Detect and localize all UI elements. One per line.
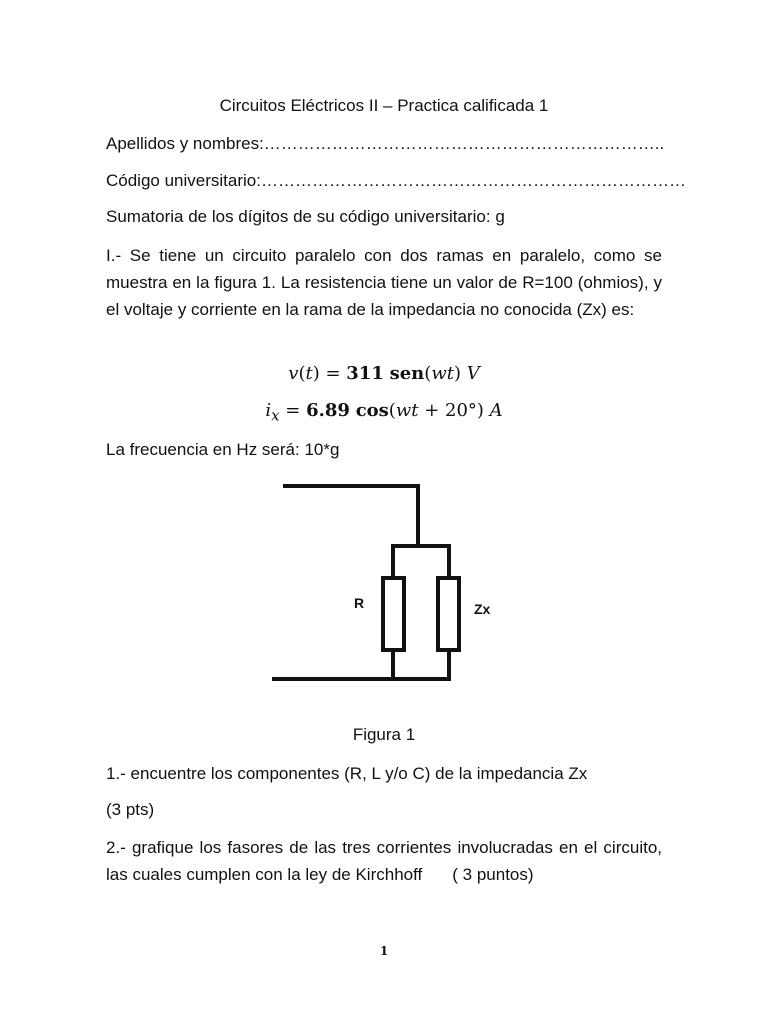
question-1: 1.- encuentre los componentes (R, L y/o C) de la impedancia Zx [106, 764, 588, 783]
label-zx: Zx [474, 601, 491, 617]
voltage-equation: v(t) = 311 sen(wt) V [288, 363, 480, 384]
eq-v-var: t [305, 363, 313, 384]
impedance-zx [438, 578, 459, 650]
eq-i-unit: A [489, 400, 503, 421]
label-r: R [354, 595, 365, 611]
eq-i-arg: wt [395, 400, 419, 421]
eq-v-func: v [288, 363, 299, 384]
digit-sum-line: Sumatoria de los dígitos de su código universitario: g [106, 207, 505, 226]
eq-i-symbol: i [265, 400, 272, 421]
question-2-points: ( 3 puntos) [452, 865, 534, 884]
question-1-points: (3 pts) [106, 800, 155, 819]
figure-caption: Figura 1 [352, 725, 416, 744]
problem-intro: I.- Se tiene un circuito paralelo con dos ramas en paralelo, como se muestra en la figura 1. La resistencia tiene un valor de R=100 (ohmios), y el voltaje y corriente en la rama de la impedancia no conocida (Zx) es: [106, 246, 662, 319]
current-equation: $i_x = 6.89$ cos(wt + 20°) A [265, 400, 503, 425]
eq-v-trig: sen [389, 363, 425, 384]
question-2-text: 2.- grafique los fasores de las tres corrientes involucradas en el circuito, las cuales cumplen con la ley de Kirchhoff [106, 838, 662, 884]
names-field: Apellidos y nombres:…………………………………………………………….. [106, 134, 665, 153]
frequency-line: La frecuencia en Hz será: 10*g [106, 440, 340, 459]
eq-i-amplitude: 6.89 [306, 400, 350, 421]
page-title: Circuitos Eléctricos II – Practica calificada 1 [219, 96, 549, 115]
page-number: 1 [379, 944, 389, 958]
eq-v-amplitude: 311 [346, 363, 384, 384]
eq-i-phase: 20° [445, 400, 477, 421]
code-field: Código universitario:………………………………………………………………… [106, 171, 686, 190]
question-2 [106, 834, 662, 888]
eq-v-arg: wt [431, 363, 454, 384]
eq-i-subscript: x [271, 406, 280, 425]
eq-i-trig: cos [355, 400, 389, 421]
resistor-r [383, 578, 404, 650]
eq-v-unit: V [466, 363, 480, 384]
